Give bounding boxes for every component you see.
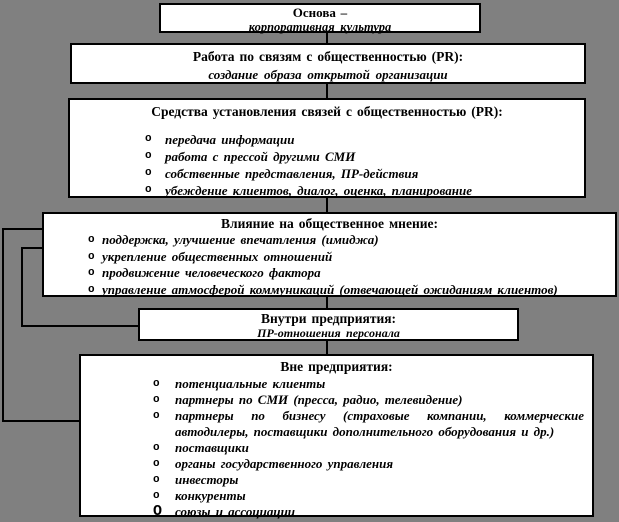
pr-means-list (70, 131, 584, 199)
bracket-outer-bottom (2, 420, 80, 422)
box-osnova (159, 3, 481, 33)
public-opinion-list (44, 232, 615, 298)
list-item: o инвесторы (153, 472, 239, 487)
bracket-outer-top (2, 228, 42, 230)
list-item: o управление атмосферой коммуникаций (отвечающей ожиданиям клиентов) (88, 281, 558, 297)
bullet-marker: o (153, 442, 160, 454)
box-osnova-title: Основа – (292, 5, 348, 20)
box-public-opinion (42, 212, 617, 297)
box-pr-means (68, 98, 586, 198)
list-item: o поддержка, улучшение впечатления (имиджа) (88, 232, 379, 247)
list-item: o органы государственного управления (153, 456, 394, 471)
bracket-outer-vertical (2, 228, 4, 422)
box-pr-work (70, 43, 586, 84)
bullet-marker: o (145, 133, 152, 145)
bullet-marker: o (153, 378, 160, 390)
bullet-marker: o (145, 150, 152, 162)
bracket-inner-top (21, 247, 42, 249)
box-public-opinion-title: Влияние на общественное мнение: (221, 216, 438, 231)
box-outside-company (79, 354, 594, 520)
list-item: o поставщики (153, 440, 249, 455)
bullet-marker: o (88, 267, 95, 279)
list-item: o работа с прессой другими СМИ (145, 149, 356, 164)
bullet-marker: o (153, 458, 160, 470)
box-osnova-subtitle: корпоративная культура (248, 20, 392, 34)
bullet-marker: o (88, 234, 95, 246)
bullet-marker: o (153, 394, 160, 406)
list-item: o убеждение клиентов, диалог, оценка, планирование (145, 183, 472, 198)
box-inside-company-subtitle: ПР-отношения персонала (257, 326, 400, 340)
bullet-marker-large: O (153, 503, 163, 520)
bullet-marker: o (153, 410, 160, 422)
list-item: o партнеры по бизнесу (страховые компании, коммерческие автодилеры, поставщики дополнительного оборудования и др.) (153, 408, 584, 439)
list-item: o конкуренты (153, 488, 246, 503)
bullet-marker: o (145, 184, 152, 196)
list-item: o потенциальные клиенты (153, 376, 326, 391)
bracket-inner-vertical (21, 247, 23, 327)
bullet-marker: o (153, 490, 160, 502)
bullet-marker: o (153, 474, 160, 486)
box-pr-work-title: Работа по связям с общественностью (PR): (192, 49, 464, 64)
list-item: o продвижение человеческого фактора (88, 265, 321, 280)
box-pr-means-title: Средства установления связей с общественностью (PR): (151, 104, 503, 119)
bullet-marker: o (88, 283, 95, 296)
box-inside-company (138, 308, 519, 341)
list-item: o партнеры по СМИ (пресса, радио, телевидение) (153, 392, 463, 407)
outside-company-list (81, 376, 592, 520)
box-outside-company-title: Вне предприятия: (280, 359, 393, 374)
bullet-marker: o (145, 167, 152, 179)
box-pr-work-subtitle: создание образа открытой организации (208, 67, 448, 82)
bullet-marker: o (88, 250, 95, 263)
bracket-inner-bottom (21, 325, 139, 327)
list-item: o укрепление общественных отношений (88, 248, 333, 264)
list-item: o передача информации (145, 132, 295, 147)
box-inside-company-title: Внутри предприятия: (260, 311, 397, 326)
list-item: O союзы и ассоциации (153, 503, 296, 520)
list-item: o собственные представления, ПР-действия (145, 166, 419, 181)
